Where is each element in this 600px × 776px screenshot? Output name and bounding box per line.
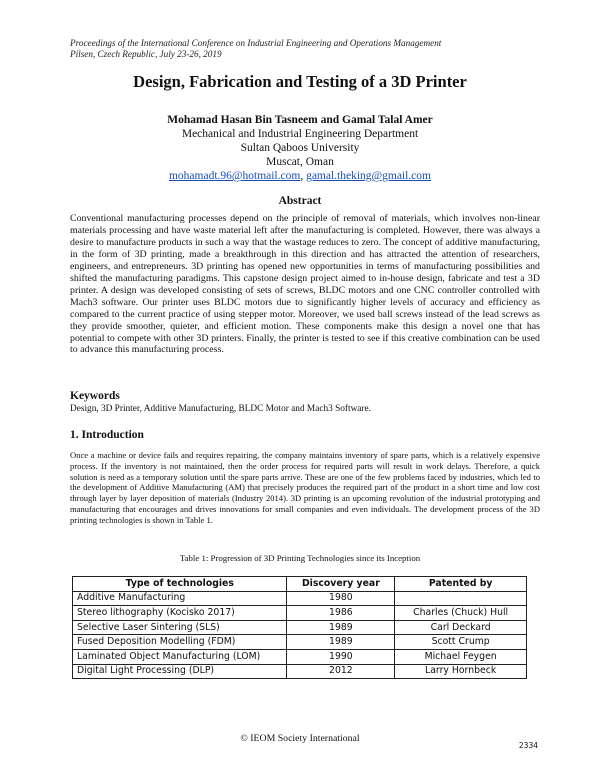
email-link-1[interactable]: mohamadt.96@hotmail.com — [168, 170, 301, 182]
author-department: Mechanical and Industrial Engineering Department — [181, 128, 419, 140]
cell-year: 2012 — [287, 664, 395, 679]
keywords-heading: Keywords — [70, 390, 120, 402]
abstract-heading: Abstract — [278, 195, 322, 207]
table-row — [73, 649, 527, 664]
table-caption: Table 1: Progression of 3D Printing Technologies since its Inception — [179, 553, 421, 563]
author-university: Sultan Qaboos University — [240, 142, 360, 154]
email-link-2[interactable]: gamal.theking@gmail.com — [306, 170, 431, 182]
keywords-body: Design, 3D Printer, Additive Manufacturing, BLDC Motor and Mach3 Software. — [70, 404, 371, 414]
email-separator: , — [300, 170, 307, 182]
cell-technology: Digital Light Processing (DLP) — [73, 664, 287, 679]
author-emails — [0, 169, 600, 183]
cell-year: 1986 — [287, 606, 395, 621]
abstract-body: Conventional manufacturing processes depend on the principle of removal of materials, which involves non-linear materials processing and have waste material left after the manufacturing is completed. However, there was always a desire to manufacture products in such a way that the wastage reduces to zero. The concept of additive manufacturing, in the form of 3D printing, made a breakthrough in this direction and has attracted the attention of researchers, engineers, and entrepreneurs. 3D printing has opened new opportunities in terms of manufacturing possibilities and shifted the manufacturing paradigms. This capstone design project aimed to in-house design, fabricate and test a 3D printer. A design was developed consisting of sets of screws, BLDC motors and one CNC controller controlled with Mach3 software. Our printer uses BLDC motors due to significantly higher levels of accuracy and efficiency as compared to the current practice of using stepper motor. Moreover, we used ball screws instead of the lead screws as they provide smoother, quieter, and efficient motion. These components make this design a novel one that has potential to compete with other 3D printers. Finally, the printer is tested to see if this creative combination can be used to advance this manufacturing process. — [70, 213, 540, 356]
cell-patent: Larry Hornbeck — [395, 664, 527, 679]
table-row — [73, 664, 527, 679]
table-row — [73, 635, 527, 650]
cell-year: 1989 — [287, 635, 395, 650]
cell-patent: Charles (Chuck) Hull — [395, 606, 527, 621]
cell-patent — [395, 591, 527, 606]
header-line-location: Pilsen, Czech Republic, July 23-26, 2019 — [70, 49, 222, 59]
table-header-row — [73, 577, 527, 592]
introduction-body: Once a machine or device fails and requires repairing, the company maintains inventory of spare parts, which is a relatively expensive process. If the inventory is not maintained, then the order process for required parts will result in work delays. Therefore, a quick solution is need as a temporary solution until the spare parts arrive. These are one of the few problems faced by industries, which led to the development of Additive Manufacturing (AM) that precisely produces the required part of the product in a short time and low cost through layer by layer deposition of materials (Industry 2014). 3D printing is an upcoming revolution of the industrial prototyping and manufacturing that encourages and drives innovations for small companies and even individuals. The development process of the 3D printing technologies is shown in Table 1. — [70, 450, 540, 525]
introduction-heading: 1. Introduction — [70, 429, 144, 441]
technologies-table — [72, 576, 527, 679]
column-header-type: Type of technologies — [73, 577, 287, 592]
footer-copyright: © IEOM Society International — [240, 733, 360, 744]
author-city: Muscat, Oman — [266, 156, 334, 168]
cell-patent: Carl Deckard — [395, 620, 527, 635]
cell-technology: Additive Manufacturing — [73, 591, 287, 606]
author-names: Mohamad Hasan Bin Tasneem and Gamal Talal Amer — [167, 114, 433, 126]
cell-technology: Fused Deposition Modelling (FDM) — [73, 635, 287, 650]
table-row — [73, 591, 527, 606]
table-row — [73, 620, 527, 635]
column-header-patent: Patented by — [395, 577, 527, 592]
cell-year: 1980 — [287, 591, 395, 606]
cell-patent: Scott Crump — [395, 635, 527, 650]
paper-title: Design, Fabrication and Testing of a 3D Printer — [133, 72, 467, 91]
cell-year: 1990 — [287, 649, 395, 664]
cell-patent: Michael Feygen — [395, 649, 527, 664]
column-header-year: Discovery year — [287, 577, 395, 592]
page-number: 2334 — [518, 741, 538, 750]
cell-year: 1989 — [287, 620, 395, 635]
cell-technology: Laminated Object Manufacturing (LOM) — [73, 649, 287, 664]
author-block — [0, 113, 600, 183]
proceedings-header — [70, 38, 540, 60]
cell-technology: Selective Laser Sintering (SLS) — [73, 620, 287, 635]
table-row — [73, 606, 527, 621]
cell-technology: Stereo lithography (Kocisko 2017) — [73, 606, 287, 621]
header-line-conference: Proceedings of the International Conference on Industrial Engineering and Operations Management — [70, 38, 442, 48]
